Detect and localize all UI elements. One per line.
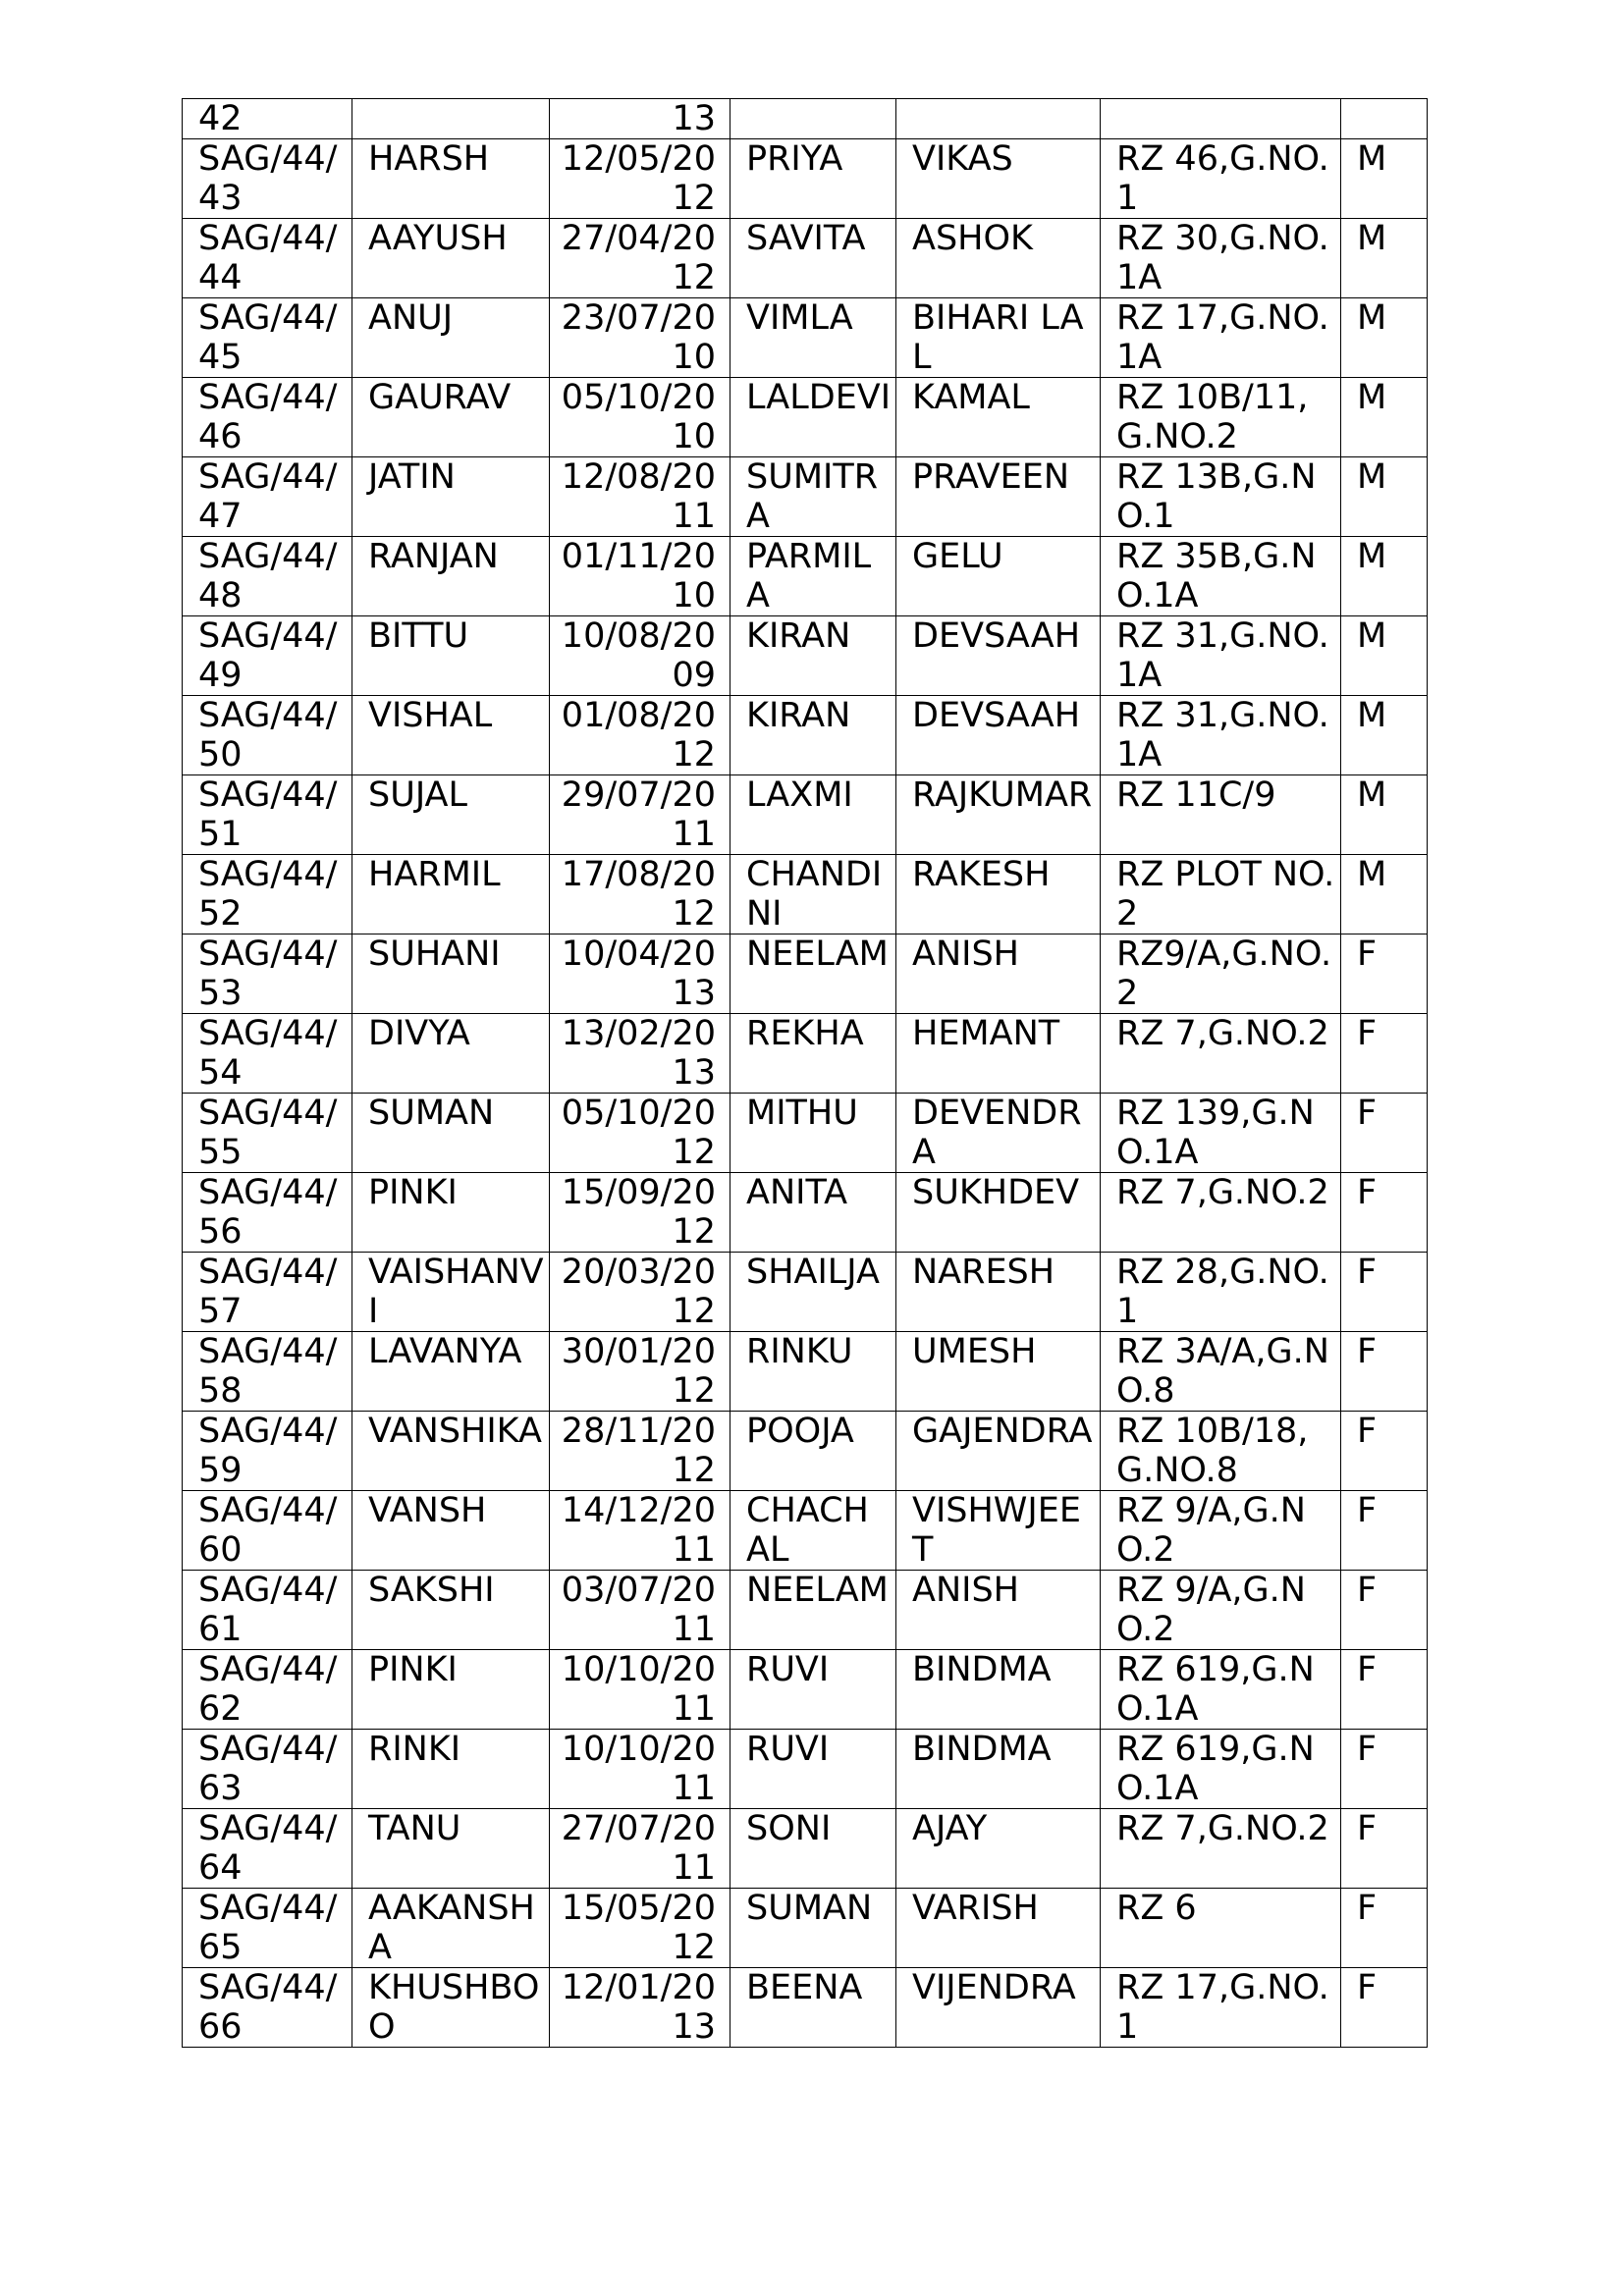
student-name-cell: BITTU — [352, 616, 550, 696]
address-cell: RZ 17,G.NO.1A — [1101, 298, 1341, 378]
admission-number-cell: SAG/44/51 — [183, 775, 352, 855]
gender-cell: M — [1341, 219, 1428, 298]
address-cell: RZ 9/A,G.NO.2 — [1101, 1491, 1341, 1571]
table-row — [183, 616, 1428, 696]
table-row — [183, 139, 1428, 219]
date-of-birth-cell: 23/07/2010 — [550, 298, 730, 378]
address-cell: RZ 10B/18,G.NO.8 — [1101, 1412, 1341, 1491]
student-name-cell: HARSH — [352, 139, 550, 219]
mother-name-cell: RINKU — [730, 1332, 896, 1412]
gender-cell: F — [1341, 1094, 1428, 1173]
mother-name-cell: RUVI — [730, 1730, 896, 1809]
father-name-cell: RAKESH — [896, 855, 1101, 934]
admission-number-cell: SAG/44/56 — [183, 1173, 352, 1253]
date-of-birth-cell: 13/02/2013 — [550, 1014, 730, 1094]
father-name-cell: GELU — [896, 537, 1101, 616]
father-name-cell: DEVENDRA — [896, 1094, 1101, 1173]
admission-number-cell: SAG/44/45 — [183, 298, 352, 378]
address-cell: RZ 619,G.NO.1A — [1101, 1650, 1341, 1730]
table-body — [183, 99, 1428, 2048]
address-cell: RZ 6 — [1101, 1889, 1341, 1968]
admission-number-cell: SAG/44/66 — [183, 1968, 352, 2048]
student-name-cell: AAYUSH — [352, 219, 550, 298]
mother-name-cell: RUVI — [730, 1650, 896, 1730]
address-cell: RZ 139,G.NO.1A — [1101, 1094, 1341, 1173]
admission-number-cell: SAG/44/62 — [183, 1650, 352, 1730]
table-row — [183, 1491, 1428, 1571]
mother-name-cell: CHANDINI — [730, 855, 896, 934]
date-of-birth-cell: 29/07/2011 — [550, 775, 730, 855]
date-of-birth-cell: 05/10/2012 — [550, 1094, 730, 1173]
date-of-birth-cell: 15/05/2012 — [550, 1889, 730, 1968]
table-row — [183, 1730, 1428, 1809]
admission-number-cell: SAG/44/50 — [183, 696, 352, 775]
date-of-birth-cell: 28/11/2012 — [550, 1412, 730, 1491]
gender-cell: M — [1341, 298, 1428, 378]
gender-cell: F — [1341, 1173, 1428, 1253]
student-name-cell: GAURAV — [352, 378, 550, 457]
gender-cell: F — [1341, 1650, 1428, 1730]
student-name-cell: PINKI — [352, 1173, 550, 1253]
admission-number-cell: SAG/44/61 — [183, 1571, 352, 1650]
mother-name-cell — [730, 99, 896, 139]
gender-cell: M — [1341, 696, 1428, 775]
admission-number-cell: SAG/44/48 — [183, 537, 352, 616]
table-row — [183, 1094, 1428, 1173]
father-name-cell: VARISH — [896, 1889, 1101, 1968]
student-name-cell: ANUJ — [352, 298, 550, 378]
table-row — [183, 537, 1428, 616]
mother-name-cell: KIRAN — [730, 616, 896, 696]
admission-number-cell: SAG/44/46 — [183, 378, 352, 457]
gender-cell: F — [1341, 1730, 1428, 1809]
address-cell — [1101, 99, 1341, 139]
mother-name-cell: SONI — [730, 1809, 896, 1889]
table-row — [183, 1173, 1428, 1253]
father-name-cell: SUKHDEV — [896, 1173, 1101, 1253]
mother-name-cell: SAVITA — [730, 219, 896, 298]
table-row — [183, 1253, 1428, 1332]
date-of-birth-cell: 01/08/2012 — [550, 696, 730, 775]
father-name-cell: AJAY — [896, 1809, 1101, 1889]
admission-number-cell: SAG/44/53 — [183, 934, 352, 1014]
address-cell: RZ 31,G.NO.1A — [1101, 616, 1341, 696]
date-of-birth-cell: 12/05/2012 — [550, 139, 730, 219]
address-cell: RZ 10B/11,G.NO.2 — [1101, 378, 1341, 457]
table-row — [183, 1968, 1428, 2048]
admission-number-cell: SAG/44/54 — [183, 1014, 352, 1094]
table-row — [183, 855, 1428, 934]
table-row — [183, 1571, 1428, 1650]
father-name-cell: UMESH — [896, 1332, 1101, 1412]
student-name-cell: KHUSHBOO — [352, 1968, 550, 2048]
mother-name-cell: POOJA — [730, 1412, 896, 1491]
address-cell: RZ 30,G.NO.1A — [1101, 219, 1341, 298]
gender-cell: M — [1341, 616, 1428, 696]
student-name-cell: VANSH — [352, 1491, 550, 1571]
mother-name-cell: KIRAN — [730, 696, 896, 775]
student-name-cell: PINKI — [352, 1650, 550, 1730]
date-of-birth-cell: 27/04/2012 — [550, 219, 730, 298]
address-cell: RZ 13B,G.NO.1 — [1101, 457, 1341, 537]
table-row — [183, 378, 1428, 457]
gender-cell: F — [1341, 1412, 1428, 1491]
address-cell: RZ 7,G.NO.2 — [1101, 1173, 1341, 1253]
date-of-birth-cell: 20/03/2012 — [550, 1253, 730, 1332]
mother-name-cell: SHAILJA — [730, 1253, 896, 1332]
student-name-cell: SUJAL — [352, 775, 550, 855]
father-name-cell: RAJKUMAR — [896, 775, 1101, 855]
father-name-cell: BIHARI LAL — [896, 298, 1101, 378]
date-of-birth-cell: 10/10/2011 — [550, 1650, 730, 1730]
address-cell: RZ 9/A,G.NO.2 — [1101, 1571, 1341, 1650]
address-cell: RZ 3A/A,G.NO.8 — [1101, 1332, 1341, 1412]
father-name-cell: VIJENDRA — [896, 1968, 1101, 2048]
gender-cell: M — [1341, 537, 1428, 616]
table-row — [183, 219, 1428, 298]
table-row — [183, 457, 1428, 537]
father-name-cell: DEVSAAH — [896, 616, 1101, 696]
gender-cell: F — [1341, 1014, 1428, 1094]
mother-name-cell: SUMITRA — [730, 457, 896, 537]
address-cell: RZ9/A,G.NO.2 — [1101, 934, 1341, 1014]
gender-cell: M — [1341, 378, 1428, 457]
mother-name-cell: PARMILA — [730, 537, 896, 616]
address-cell: RZ 35B,G.NO.1A — [1101, 537, 1341, 616]
date-of-birth-cell: 30/01/2012 — [550, 1332, 730, 1412]
admission-number-cell: SAG/44/63 — [183, 1730, 352, 1809]
date-of-birth-cell: 13 — [550, 99, 730, 139]
mother-name-cell: NEELAM — [730, 1571, 896, 1650]
mother-name-cell: CHACHAL — [730, 1491, 896, 1571]
admission-number-cell: SAG/44/55 — [183, 1094, 352, 1173]
father-name-cell: ASHOK — [896, 219, 1101, 298]
mother-name-cell: MITHU — [730, 1094, 896, 1173]
admission-number-cell: SAG/44/60 — [183, 1491, 352, 1571]
student-name-cell: SAKSHI — [352, 1571, 550, 1650]
student-name-cell: HARMIL — [352, 855, 550, 934]
address-cell: RZ 17,G.NO.1 — [1101, 1968, 1341, 2048]
student-name-cell: LAVANYA — [352, 1332, 550, 1412]
table-row — [183, 1889, 1428, 1968]
table-row — [183, 1412, 1428, 1491]
admission-number-cell: SAG/44/43 — [183, 139, 352, 219]
table-row — [183, 775, 1428, 855]
student-name-cell: TANU — [352, 1809, 550, 1889]
student-name-cell: RANJAN — [352, 537, 550, 616]
student-name-cell: JATIN — [352, 457, 550, 537]
address-cell: RZ PLOT NO.2 — [1101, 855, 1341, 934]
mother-name-cell: NEELAM — [730, 934, 896, 1014]
father-name-cell: PRAVEEN — [896, 457, 1101, 537]
gender-cell: M — [1341, 775, 1428, 855]
gender-cell: M — [1341, 457, 1428, 537]
student-name-cell — [352, 99, 550, 139]
father-name-cell: VIKAS — [896, 139, 1101, 219]
father-name-cell: ANISH — [896, 1571, 1101, 1650]
father-name-cell: BINDMA — [896, 1650, 1101, 1730]
table-row — [183, 934, 1428, 1014]
mother-name-cell: REKHA — [730, 1014, 896, 1094]
student-name-cell: SUHANI — [352, 934, 550, 1014]
table-row — [183, 1332, 1428, 1412]
admission-number-cell: SAG/44/58 — [183, 1332, 352, 1412]
date-of-birth-cell: 10/04/2013 — [550, 934, 730, 1014]
date-of-birth-cell: 27/07/2011 — [550, 1809, 730, 1889]
admission-number-cell: SAG/44/52 — [183, 855, 352, 934]
father-name-cell: GAJENDRA — [896, 1412, 1101, 1491]
date-of-birth-cell: 05/10/2010 — [550, 378, 730, 457]
mother-name-cell: VIMLA — [730, 298, 896, 378]
gender-cell: F — [1341, 1968, 1428, 2048]
father-name-cell: DEVSAAH — [896, 696, 1101, 775]
gender-cell: F — [1341, 1571, 1428, 1650]
date-of-birth-cell: 17/08/2012 — [550, 855, 730, 934]
gender-cell: F — [1341, 1889, 1428, 1968]
table-row — [183, 1014, 1428, 1094]
gender-cell: F — [1341, 1332, 1428, 1412]
gender-cell: F — [1341, 1491, 1428, 1571]
student-name-cell: RINKI — [352, 1730, 550, 1809]
table-row — [183, 1650, 1428, 1730]
mother-name-cell: LAXMI — [730, 775, 896, 855]
father-name-cell: BINDMA — [896, 1730, 1101, 1809]
date-of-birth-cell: 12/01/2013 — [550, 1968, 730, 2048]
date-of-birth-cell: 12/08/2011 — [550, 457, 730, 537]
student-name-cell: VANSHIKA — [352, 1412, 550, 1491]
admission-number-cell: SAG/44/65 — [183, 1889, 352, 1968]
admission-number-cell: SAG/44/44 — [183, 219, 352, 298]
table-row — [183, 1809, 1428, 1889]
date-of-birth-cell: 10/10/2011 — [550, 1730, 730, 1809]
admission-number-cell: SAG/44/49 — [183, 616, 352, 696]
table-row — [183, 298, 1428, 378]
address-cell: RZ 619,G.NO.1A — [1101, 1730, 1341, 1809]
address-cell: RZ 28,G.NO.1 — [1101, 1253, 1341, 1332]
student-name-cell: VISHAL — [352, 696, 550, 775]
student-name-cell: AAKANSHA — [352, 1889, 550, 1968]
admission-number-cell: SAG/44/64 — [183, 1809, 352, 1889]
father-name-cell: ANISH — [896, 934, 1101, 1014]
table-row — [183, 99, 1428, 139]
gender-cell: F — [1341, 1253, 1428, 1332]
student-register-table — [182, 98, 1428, 2048]
father-name-cell: KAMAL — [896, 378, 1101, 457]
date-of-birth-cell: 15/09/2012 — [550, 1173, 730, 1253]
mother-name-cell: BEENA — [730, 1968, 896, 2048]
address-cell: RZ 11C/9 — [1101, 775, 1341, 855]
admission-number-cell: 42 — [183, 99, 352, 139]
admission-number-cell: SAG/44/47 — [183, 457, 352, 537]
address-cell: RZ 31,G.NO.1A — [1101, 696, 1341, 775]
mother-name-cell: LALDEVI — [730, 378, 896, 457]
gender-cell: F — [1341, 934, 1428, 1014]
student-name-cell: VAISHANVI — [352, 1253, 550, 1332]
gender-cell: M — [1341, 855, 1428, 934]
table-row — [183, 696, 1428, 775]
student-name-cell: DIVYA — [352, 1014, 550, 1094]
date-of-birth-cell: 10/08/2009 — [550, 616, 730, 696]
father-name-cell: VISHWJEET — [896, 1491, 1101, 1571]
admission-number-cell: SAG/44/57 — [183, 1253, 352, 1332]
address-cell: RZ 7,G.NO.2 — [1101, 1809, 1341, 1889]
mother-name-cell: PRIYA — [730, 139, 896, 219]
father-name-cell: HEMANT — [896, 1014, 1101, 1094]
date-of-birth-cell: 03/07/2011 — [550, 1571, 730, 1650]
father-name-cell — [896, 99, 1101, 139]
date-of-birth-cell: 14/12/2011 — [550, 1491, 730, 1571]
gender-cell: F — [1341, 1809, 1428, 1889]
address-cell: RZ 46,G.NO.1 — [1101, 139, 1341, 219]
admission-number-cell: SAG/44/59 — [183, 1412, 352, 1491]
student-name-cell: SUMAN — [352, 1094, 550, 1173]
address-cell: RZ 7,G.NO.2 — [1101, 1014, 1341, 1094]
date-of-birth-cell: 01/11/2010 — [550, 537, 730, 616]
father-name-cell: NARESH — [896, 1253, 1101, 1332]
gender-cell — [1341, 99, 1428, 139]
gender-cell: M — [1341, 139, 1428, 219]
mother-name-cell: ANITA — [730, 1173, 896, 1253]
mother-name-cell: SUMAN — [730, 1889, 896, 1968]
